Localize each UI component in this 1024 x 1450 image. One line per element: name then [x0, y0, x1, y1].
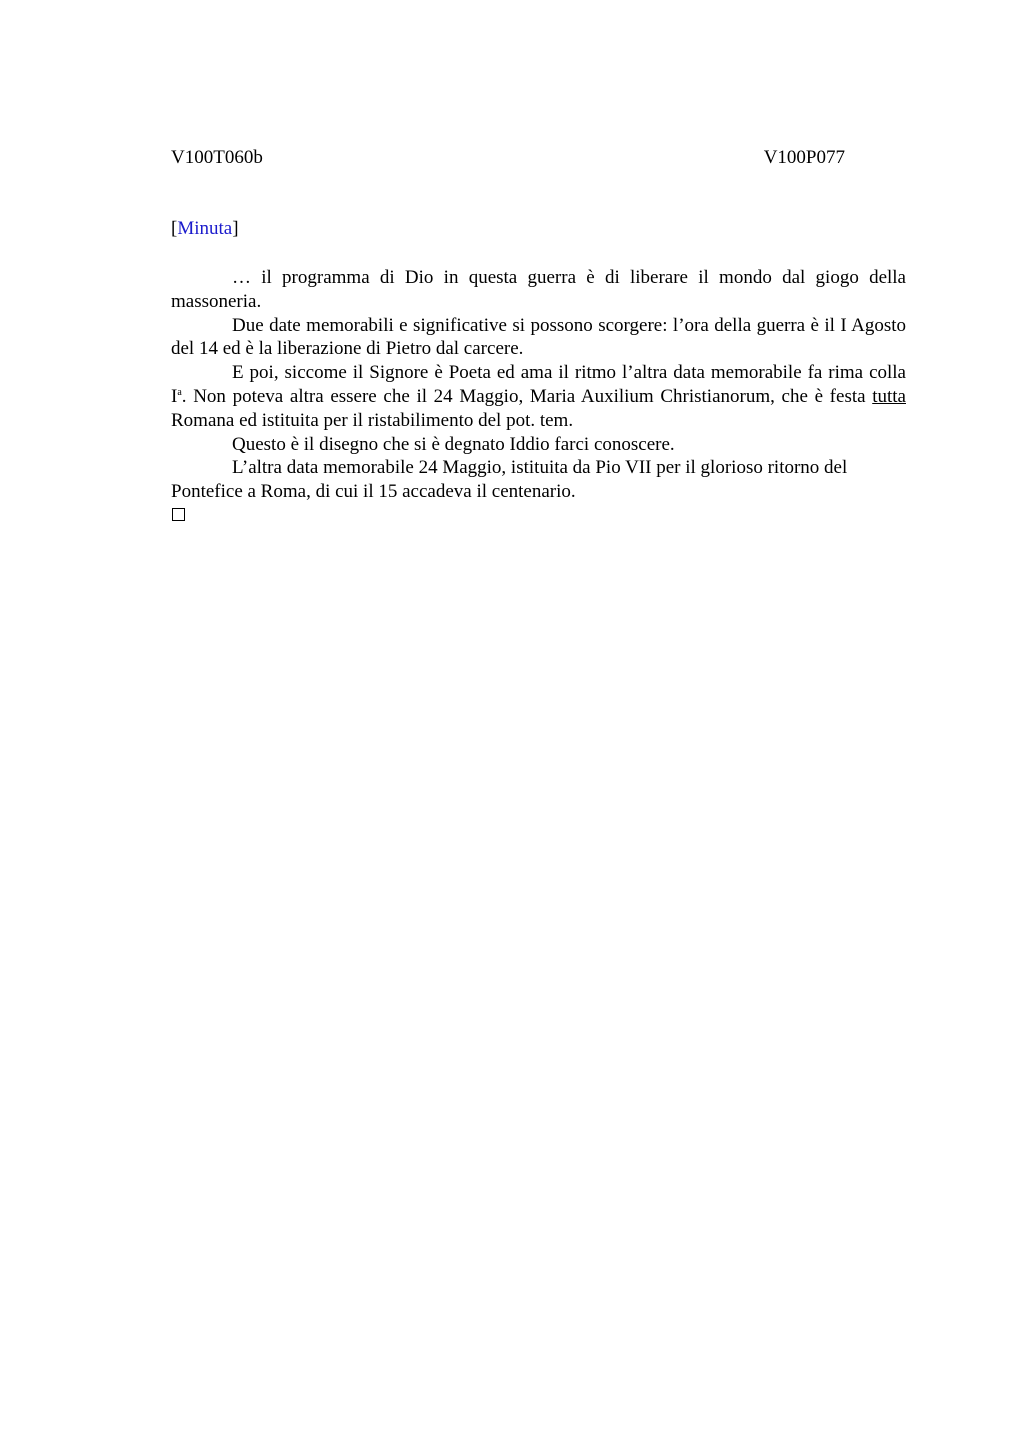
- paragraph-3: [171, 361, 906, 432]
- section-label: [171, 218, 239, 240]
- paragraph-2: Due date memorabili e significative si possono scorgere: l’ora della guerra è il I Agosto del 14 ed è la liberazione di Pietro dal carcere.: [171, 314, 906, 360]
- paragraph-3-part-c: Romana ed istituita per il ristabilimento del pot. tem.: [171, 409, 574, 431]
- minuta-label: Minuta: [177, 218, 233, 239]
- paragraph-4: Questo è il disegno che si è degnato Iddio farci conoscere.: [232, 433, 675, 455]
- open-bracket: [: [171, 218, 178, 239]
- superscript-a: a: [177, 386, 182, 398]
- paragraph-5: L’altra data memorabile 24 Maggio, istituita da Pio VII per il glorioso ritorno del Pontefice a Roma, di cui il 15 accadeva il centenario.: [171, 457, 848, 503]
- document-body: [171, 266, 906, 504]
- paragraph-1: … il programma di Dio in questa guerra è di liberare il mondo dal giogo della massoneria.: [171, 267, 906, 312]
- underlined-word: tutta: [872, 385, 906, 407]
- close-bracket: ]: [232, 218, 239, 239]
- paragraph-3-part-a: E poi, siccome il Signore è Poeta ed ama il ritmo l’altra data memorabile fa rima colla I: [171, 362, 906, 407]
- document-code-right: V100P077: [763, 147, 845, 168]
- document-code-left: V100T060b: [171, 147, 263, 168]
- paragraph-3-part-b: . Non poteva altra essere che il 24 Maggio, Maria Auxilium Christianorum, che è festa: [181, 385, 873, 407]
- empty-square-icon: [172, 508, 185, 521]
